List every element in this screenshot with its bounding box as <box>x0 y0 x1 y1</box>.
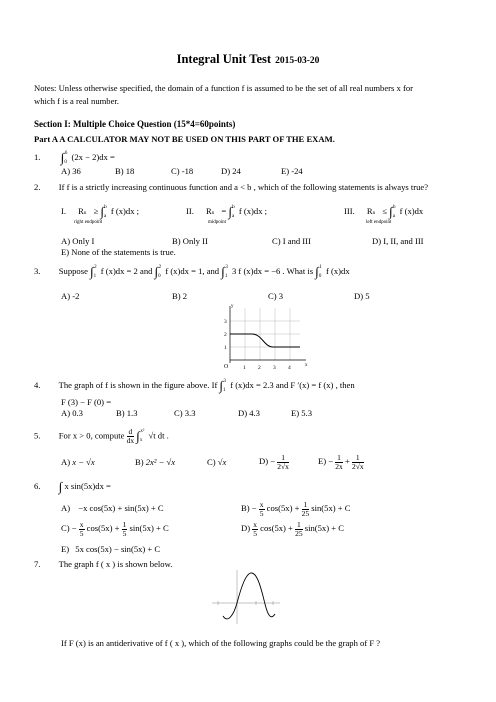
q3-i1: f (x)dx = 2 <box>100 266 138 276</box>
q5-integrand: √t dt . <box>148 430 169 441</box>
x-tick-4: 4 <box>288 365 291 371</box>
integral-sign: ∫ <box>228 204 232 219</box>
q5-d-sign: − <box>270 456 276 466</box>
q1-stem <box>34 152 115 165</box>
integral-sign: ∫ <box>221 264 225 279</box>
q4-p1: The graph of f is shown in the figure above. If <box>58 380 218 390</box>
q1-choice-e[interactable]: E) -24 <box>281 166 303 176</box>
q2-choice-e[interactable]: E) None of the statements is true. <box>61 247 176 257</box>
q6-choice-c[interactable] <box>61 519 169 538</box>
q2-tail-3: f (x)dx <box>399 206 424 216</box>
graph-y-label: y <box>231 304 234 309</box>
q6-number: 6. <box>34 481 41 491</box>
q3-u3: 3 <box>225 265 228 270</box>
q2-roman-3: III. <box>344 206 355 216</box>
integral-sign: ∫ <box>154 264 159 279</box>
q5-stem <box>34 428 169 445</box>
q6-e-expr: 5x cos(5x) − sin(5x) + C <box>75 544 161 554</box>
q3-choice-c[interactable]: C) 3 <box>268 291 284 301</box>
integral-sign: ∫ <box>389 204 393 219</box>
q6-e-label: E) <box>61 544 70 554</box>
q5-number: 5. <box>34 430 41 441</box>
notes-line-1 <box>34 83 413 94</box>
q3-choice-b[interactable]: B) 2 <box>172 291 188 301</box>
function-graph <box>216 303 312 373</box>
q3-number: 3. <box>34 266 41 276</box>
q6-d-tail: sin(5x) + C <box>304 523 344 533</box>
q2-text: If f is a strictly increasing continuous function and a < b , which of the following statements is always true? <box>58 182 429 192</box>
q6-d-label: D) <box>241 523 251 533</box>
q3-choice-a[interactable]: A) -2 <box>61 291 80 301</box>
q6-c-den-1: 5 <box>79 528 84 538</box>
q4-stem <box>34 380 355 393</box>
q5-p1: For x > 0, compute <box>58 430 125 441</box>
q1-choice-d[interactable]: D) 24 <box>221 166 241 176</box>
q2-statement-3 <box>344 206 423 219</box>
q6-choice-e[interactable] <box>61 544 160 555</box>
graph-origin: O <box>224 364 229 370</box>
q2-lower-3: a <box>392 214 395 219</box>
q5-d-num: 1 <box>277 454 289 463</box>
q7-number: 7. <box>34 559 41 569</box>
q2-sub-label-3: left endpoint <box>366 220 392 225</box>
y-tick-3: 3 <box>224 319 227 325</box>
q6-b-frac-2 <box>302 501 310 518</box>
q4-u1: 3 <box>223 379 227 384</box>
derivative-operator <box>127 428 135 445</box>
q6-b-den-2: 25 <box>301 508 310 518</box>
q3-p1: Suppose <box>58 266 88 276</box>
derivative-dx: dx <box>126 436 135 445</box>
q6-choice-d[interactable] <box>241 519 344 538</box>
integral-sign: ∫ <box>100 204 104 219</box>
q5-a-label: A) <box>61 457 71 467</box>
q2-r-1: R <box>78 206 84 216</box>
q6-choice-a[interactable] <box>61 503 164 514</box>
integral-sign: ∫ <box>60 150 65 165</box>
q2-sub-label-1: right endpoint <box>74 220 103 225</box>
q2-r-3: R <box>366 206 373 216</box>
q6-choice-b[interactable] <box>241 499 351 518</box>
integral-sign: ∫ <box>136 428 140 444</box>
q3-p4: . What is <box>282 266 314 276</box>
q5-e-plus: + <box>344 456 350 466</box>
q5-e-frac-2 <box>352 454 364 471</box>
q5-a-expr: x − √x <box>72 457 95 467</box>
q6-a-expr: −x cos(5x) + sin(5x) + C <box>78 503 164 513</box>
q6-b-num-2: 1 <box>303 499 308 509</box>
q1-choice-b[interactable]: B) 18 <box>115 166 135 176</box>
q4-choice-e[interactable]: E) 5.3 <box>291 408 313 418</box>
x-tick-2: 2 <box>258 365 261 371</box>
q6-d-num-1: x <box>253 519 257 529</box>
q2-statement-1 <box>61 206 139 219</box>
q3-u4: 1 <box>319 265 322 270</box>
integral-sign: ∫ <box>219 378 224 393</box>
q7-text: The graph f ( x ) is shown below. <box>58 559 173 569</box>
q5-d-label: D) <box>259 456 269 466</box>
q4-number: 4. <box>34 380 41 390</box>
q5-d-den: 2√x <box>277 461 289 471</box>
q1-choice-c[interactable]: C) -18 <box>171 166 194 176</box>
q2-r-sub-1: n <box>83 211 87 216</box>
q5-choice-c[interactable] <box>207 457 226 468</box>
q5-choice-e[interactable] <box>318 452 364 471</box>
q2-op-3: ≤ <box>382 206 387 216</box>
q2-choice-c[interactable]: C) I and III <box>272 236 311 246</box>
q3-l4: 0 <box>318 274 322 279</box>
q6-c-num-1: x <box>79 519 84 529</box>
x-tick-3: 3 <box>273 365 276 371</box>
graph-x-label: x <box>305 363 308 368</box>
q6-b-tail: sin(5x) + C <box>311 503 351 513</box>
q6-d-frac-1 <box>252 521 258 538</box>
q2-roman-2: II. <box>186 206 194 216</box>
q2-lower-1: a <box>104 214 107 219</box>
q7-stem <box>34 559 172 570</box>
integral-sign: ∫ <box>58 479 63 494</box>
q5-e-den-1: 2x <box>335 461 343 471</box>
part-a-heading: Part A A CALCULATOR MAY NOT BE USED ON THIS PART OF THE EXAM. <box>34 134 335 144</box>
q4-choice-b[interactable]: B) 1.3 <box>116 408 138 418</box>
q6-c-den-2: 5 <box>122 528 127 538</box>
q1-lower: 0 <box>64 160 67 165</box>
q3-u2: 2 <box>158 265 162 270</box>
q3-p3: , and <box>202 266 220 276</box>
y-tick-1: 1 <box>224 345 227 351</box>
q2-choice-a[interactable]: A) Only I <box>61 236 95 246</box>
q3-l1: 1 <box>93 274 97 279</box>
q6-b-mid: cos(5x) + <box>266 503 300 513</box>
q6-b-sign: − <box>251 503 257 513</box>
q5-b-label: B) <box>135 457 144 467</box>
q2-r-sub-2: n <box>211 211 215 216</box>
q2-tail-2: f (x)dx ; <box>238 206 268 216</box>
q1-upper: 6 <box>64 151 68 156</box>
q3-p2: and <box>140 266 153 276</box>
q5-e-frac-1 <box>335 454 343 471</box>
q4-p2: and F ′(x) = f (x) , then <box>275 380 355 390</box>
q6-c-label: C) <box>61 523 70 533</box>
q1-choice-a[interactable]: A) 36 <box>61 166 81 176</box>
sine-graph <box>212 570 280 624</box>
q5-c-label: C) <box>207 457 216 467</box>
q2-choice-b[interactable]: B) Only II <box>172 236 208 246</box>
q5-c-expr: √x <box>217 457 227 467</box>
q2-op-1: ≥ <box>93 206 99 216</box>
q6-c-mid: cos(5x) + <box>86 523 120 533</box>
title-text: Integral Unit Test <box>176 52 272 66</box>
q1-number: 1. <box>34 152 41 162</box>
section-heading: Section I: Multiple Choice Question (15*4=60points) <box>34 119 236 129</box>
q5-choice-d[interactable] <box>259 452 289 471</box>
q3-i3: 3 f (x)dx = −6 <box>231 266 281 276</box>
q7-question: If F (x) is an antiderivative of f ( x ), which of the following graphs could be the graph of F ? <box>61 638 381 648</box>
q6-d-frac-2 <box>295 521 303 538</box>
q3-l2: 0 <box>158 274 161 279</box>
x-tick-1: 1 <box>243 365 246 371</box>
q6-c-num-2: 1 <box>122 519 127 529</box>
q6-d-den-1: 5 <box>253 528 257 538</box>
page-title <box>0 52 496 67</box>
q2-statement-2 <box>186 206 267 219</box>
function-curve <box>230 334 300 347</box>
q4-choice-d[interactable]: D) 4.3 <box>238 408 260 418</box>
y-tick-2: 2 <box>224 332 227 338</box>
q2-sub-label-2: midpoint <box>208 220 227 225</box>
q5-e-den-2: 2√x <box>351 461 364 471</box>
q2-upper-2: b <box>232 205 235 210</box>
q6-a-label: A) <box>61 503 71 513</box>
q2-r-2: R <box>206 206 212 216</box>
q5-e-sign: − <box>328 456 334 466</box>
q4-l1: 1 <box>223 388 226 393</box>
q2-lower-2: a <box>232 214 235 219</box>
q4-choice-c[interactable]: C) 3.3 <box>174 408 196 418</box>
q4-choice-a[interactable]: A) 0.3 <box>61 408 83 418</box>
q5-e-num-1: 1 <box>337 452 341 462</box>
q6-d-num-2: 1 <box>296 519 301 529</box>
q3-i4: f (x)dx <box>326 266 350 276</box>
q4-i1: f (x)dx = 2.3 <box>230 380 274 390</box>
q2-roman-1: I. <box>61 206 67 216</box>
q6-c-frac-2 <box>122 521 128 538</box>
title-date: 2015-03-20 <box>275 56 320 66</box>
q6-c-frac-1 <box>79 521 85 538</box>
q3-choice-d[interactable]: D) 5 <box>354 291 370 301</box>
integral-sign: ∫ <box>315 264 319 279</box>
notes-text-1: Unless otherwise specified, the domain of a function f is assumed to be the set of all real numbers x for <box>58 83 413 93</box>
q5-choice-b[interactable] <box>135 457 175 468</box>
q5-upper: x² <box>140 429 145 435</box>
q2-number: 2. <box>34 182 41 192</box>
q3-i2: f (x)dx = 1 <box>165 266 203 276</box>
q6-expression: x sin(5x)dx = <box>64 481 111 491</box>
q5-lower: x <box>139 438 143 444</box>
q2-tail-1: f (x)dx ; <box>110 206 140 216</box>
q2-op-2: = <box>221 206 227 216</box>
q6-b-den-1: 5 <box>259 508 264 518</box>
q6-c-tail: sin(5x) + C <box>129 523 169 533</box>
q2-stem <box>34 182 428 193</box>
q5-e-label: E) <box>318 456 327 466</box>
q6-d-den-2: 25 <box>295 528 303 538</box>
q3-u1: 2 <box>94 265 97 270</box>
q2-choice-d[interactable]: D) I, II, and III <box>372 236 424 246</box>
integral-sign: ∫ <box>90 264 94 279</box>
q2-upper-3: b <box>392 205 396 210</box>
q5-e-num-2: 1 <box>352 454 364 463</box>
q5-choice-a[interactable] <box>61 457 95 468</box>
q6-stem <box>34 481 111 492</box>
function-curve <box>223 573 275 619</box>
q6-c-sign: − <box>71 523 77 533</box>
q5-d-frac <box>277 454 289 471</box>
q4-line2: F (3) − F (0) = <box>61 397 112 407</box>
notes-line-2: which f is a real number. <box>34 96 119 106</box>
q6-b-frac-1 <box>259 501 265 518</box>
q6-d-mid: cos(5x) + <box>260 523 293 533</box>
q5-b-expr: 2x² − √x <box>145 457 176 467</box>
q3-stem <box>34 266 350 279</box>
notes-label: Notes: <box>34 83 57 93</box>
q1-expression: (2x − 2)dx = <box>71 152 115 162</box>
q6-b-num-1: x <box>259 499 264 509</box>
q2-r-sub-3: n <box>372 211 376 216</box>
derivative-d: d <box>128 427 133 436</box>
q6-b-label: B) <box>241 503 250 513</box>
q3-l3: 1 <box>224 274 228 279</box>
q2-upper-1: b <box>104 205 107 210</box>
